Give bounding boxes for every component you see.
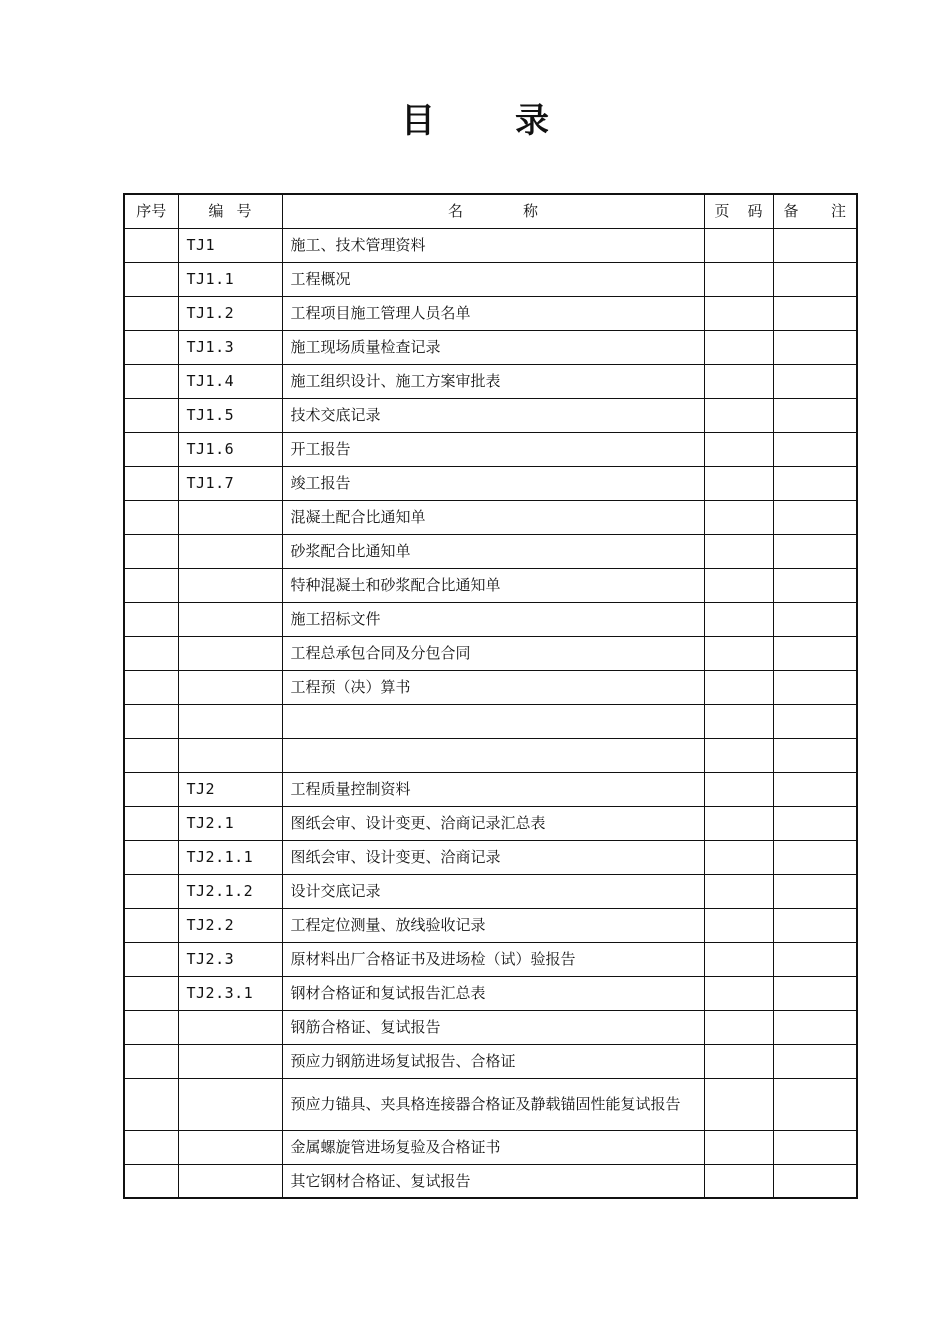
- cell-page: [704, 874, 773, 908]
- cell-seq: [124, 228, 178, 262]
- cell-page: [704, 330, 773, 364]
- cell-code: TJ1.1: [178, 262, 282, 296]
- cell-page: [704, 976, 773, 1010]
- cell-code: [178, 534, 282, 568]
- cell-remark: [773, 670, 857, 704]
- cell-name: 施工现场质量检查记录: [282, 330, 704, 364]
- cell-name: 工程总承包合同及分包合同: [282, 636, 704, 670]
- table-row: [124, 432, 857, 466]
- cell-code: TJ1.4: [178, 364, 282, 398]
- table-row: [124, 1164, 857, 1198]
- cell-remark: [773, 1044, 857, 1078]
- cell-code: TJ1.2: [178, 296, 282, 330]
- cell-name: 工程概况: [282, 262, 704, 296]
- cell-remark: [773, 262, 857, 296]
- cell-page: [704, 908, 773, 942]
- table-row: [124, 738, 857, 772]
- table-row: [124, 262, 857, 296]
- cell-remark: [773, 296, 857, 330]
- cell-page: [704, 568, 773, 602]
- cell-seq: [124, 772, 178, 806]
- cell-remark: [773, 976, 857, 1010]
- table-row: [124, 534, 857, 568]
- cell-page: [704, 704, 773, 738]
- table-row: [124, 1078, 857, 1130]
- cell-name: 预应力锚具、夹具格连接器合格证及静载锚固性能复试报告: [282, 1078, 704, 1130]
- cell-seq: [124, 500, 178, 534]
- header-page-char-2: 码: [747, 202, 763, 221]
- header-name-char-2: 称: [522, 202, 538, 221]
- table-row: [124, 670, 857, 704]
- cell-remark: [773, 1010, 857, 1044]
- cell-code: [178, 602, 282, 636]
- table-row: [124, 398, 857, 432]
- cell-page: [704, 738, 773, 772]
- cell-code: [178, 1164, 282, 1198]
- cell-name: 钢材合格证和复试报告汇总表: [282, 976, 704, 1010]
- cell-code: [178, 1078, 282, 1130]
- table-row: [124, 228, 857, 262]
- cell-seq: [124, 806, 178, 840]
- header-page: [704, 194, 773, 228]
- cell-code: TJ2.1.2: [178, 874, 282, 908]
- cell-name: 特种混凝土和砂浆配合比通知单: [282, 568, 704, 602]
- cell-page: [704, 772, 773, 806]
- table-row: [124, 976, 857, 1010]
- cell-seq: [124, 432, 178, 466]
- toc-table: [123, 193, 858, 1199]
- table-row: [124, 296, 857, 330]
- table-row: [124, 806, 857, 840]
- table-row: [124, 1010, 857, 1044]
- cell-name: 金属螺旋管进场复验及合格证书: [282, 1130, 704, 1164]
- cell-page: [704, 466, 773, 500]
- table-row: [124, 1044, 857, 1078]
- cell-seq: [124, 1044, 178, 1078]
- cell-page: [704, 670, 773, 704]
- cell-seq: [124, 330, 178, 364]
- cell-code: TJ1.7: [178, 466, 282, 500]
- cell-seq: [124, 364, 178, 398]
- cell-name: 开工报告: [282, 432, 704, 466]
- cell-seq: [124, 1164, 178, 1198]
- table-row: [124, 874, 857, 908]
- cell-code: TJ1.3: [178, 330, 282, 364]
- cell-seq: [124, 840, 178, 874]
- cell-remark: [773, 840, 857, 874]
- table-row: [124, 704, 857, 738]
- cell-remark: [773, 704, 857, 738]
- header-remark-char-1: 备: [783, 202, 799, 221]
- cell-code: [178, 738, 282, 772]
- table-row: [124, 942, 857, 976]
- cell-seq: [124, 1130, 178, 1164]
- cell-seq: [124, 636, 178, 670]
- cell-name: 工程质量控制资料: [282, 772, 704, 806]
- cell-seq: [124, 704, 178, 738]
- cell-page: [704, 840, 773, 874]
- cell-remark: [773, 330, 857, 364]
- header-code: [178, 194, 282, 228]
- table-row: [124, 466, 857, 500]
- cell-page: [704, 636, 773, 670]
- cell-name: 钢筋合格证、复试报告: [282, 1010, 704, 1044]
- cell-page: [704, 228, 773, 262]
- cell-seq: [124, 398, 178, 432]
- table-row: [124, 330, 857, 364]
- table-row: [124, 500, 857, 534]
- cell-remark: [773, 806, 857, 840]
- header-code-char-2: 号: [236, 202, 252, 221]
- table-row: [124, 568, 857, 602]
- cell-name: 图纸会审、设计变更、洽商记录汇总表: [282, 806, 704, 840]
- cell-seq: [124, 262, 178, 296]
- cell-code: TJ2.1: [178, 806, 282, 840]
- cell-code: TJ2.2: [178, 908, 282, 942]
- header-page-char-1: 页: [714, 202, 730, 221]
- cell-remark: [773, 1164, 857, 1198]
- cell-seq: [124, 1010, 178, 1044]
- cell-code: [178, 1130, 282, 1164]
- cell-seq: [124, 874, 178, 908]
- cell-page: [704, 1010, 773, 1044]
- cell-page: [704, 398, 773, 432]
- header-code-char-1: 编: [208, 202, 224, 221]
- cell-code: [178, 500, 282, 534]
- table-header-row: [124, 194, 857, 228]
- cell-remark: [773, 568, 857, 602]
- toc-body: [124, 228, 857, 1198]
- cell-remark: [773, 602, 857, 636]
- cell-code: [178, 704, 282, 738]
- cell-code: TJ2.3: [178, 942, 282, 976]
- cell-name: 预应力钢筋进场复试报告、合格证: [282, 1044, 704, 1078]
- cell-remark: [773, 942, 857, 976]
- cell-remark: [773, 908, 857, 942]
- table-row: [124, 602, 857, 636]
- cell-seq: [124, 942, 178, 976]
- cell-code: TJ2.3.1: [178, 976, 282, 1010]
- cell-name: 技术交底记录: [282, 398, 704, 432]
- cell-remark: [773, 1130, 857, 1164]
- cell-seq: [124, 534, 178, 568]
- cell-seq: [124, 466, 178, 500]
- cell-name: 工程预（决）算书: [282, 670, 704, 704]
- page-title: [0, 96, 950, 146]
- cell-code: [178, 1010, 282, 1044]
- cell-page: [704, 1044, 773, 1078]
- table-row: [124, 364, 857, 398]
- cell-page: [704, 1078, 773, 1130]
- cell-name: 工程项目施工管理人员名单: [282, 296, 704, 330]
- cell-name: [282, 738, 704, 772]
- cell-remark: [773, 466, 857, 500]
- cell-name: 砂浆配合比通知单: [282, 534, 704, 568]
- cell-name: 工程定位测量、放线验收记录: [282, 908, 704, 942]
- header-name-char-1: 名: [448, 202, 464, 221]
- cell-name: 其它钢材合格证、复试报告: [282, 1164, 704, 1198]
- cell-remark: [773, 738, 857, 772]
- table-row: [124, 636, 857, 670]
- cell-seq: [124, 738, 178, 772]
- cell-code: TJ1: [178, 228, 282, 262]
- cell-seq: [124, 602, 178, 636]
- cell-remark: [773, 874, 857, 908]
- cell-seq: [124, 568, 178, 602]
- cell-seq: [124, 908, 178, 942]
- cell-remark: [773, 364, 857, 398]
- table-row: [124, 1130, 857, 1164]
- cell-remark: [773, 398, 857, 432]
- cell-page: [704, 534, 773, 568]
- cell-name: [282, 704, 704, 738]
- cell-remark: [773, 432, 857, 466]
- cell-code: [178, 1044, 282, 1078]
- cell-name: 施工、技术管理资料: [282, 228, 704, 262]
- cell-name: 图纸会审、设计变更、洽商记录: [282, 840, 704, 874]
- cell-remark: [773, 228, 857, 262]
- table-row: [124, 840, 857, 874]
- title-char-2: 录: [515, 101, 549, 141]
- cell-remark: [773, 534, 857, 568]
- header-name: [282, 194, 704, 228]
- cell-remark: [773, 772, 857, 806]
- cell-page: [704, 942, 773, 976]
- cell-name: 施工招标文件: [282, 602, 704, 636]
- cell-code: [178, 568, 282, 602]
- cell-code: TJ1.6: [178, 432, 282, 466]
- cell-code: TJ2: [178, 772, 282, 806]
- cell-seq: [124, 296, 178, 330]
- cell-page: [704, 500, 773, 534]
- cell-remark: [773, 636, 857, 670]
- cell-name: 原材料出厂合格证书及进场检（试）验报告: [282, 942, 704, 976]
- cell-page: [704, 806, 773, 840]
- cell-name: 竣工报告: [282, 466, 704, 500]
- cell-name: 施工组织设计、施工方案审批表: [282, 364, 704, 398]
- cell-remark: [773, 500, 857, 534]
- header-remark-char-2: 注: [830, 202, 846, 221]
- header-seq: 序号: [124, 194, 178, 228]
- cell-code: TJ2.1.1: [178, 840, 282, 874]
- cell-page: [704, 1164, 773, 1198]
- cell-seq: [124, 670, 178, 704]
- header-remark: [773, 194, 857, 228]
- cell-code: TJ1.5: [178, 398, 282, 432]
- cell-code: [178, 670, 282, 704]
- cell-page: [704, 1130, 773, 1164]
- cell-code: [178, 636, 282, 670]
- cell-seq: [124, 976, 178, 1010]
- cell-remark: [773, 1078, 857, 1130]
- cell-page: [704, 602, 773, 636]
- cell-page: [704, 432, 773, 466]
- cell-page: [704, 364, 773, 398]
- table-row: [124, 772, 857, 806]
- cell-name: 设计交底记录: [282, 874, 704, 908]
- cell-name: 混凝土配合比通知单: [282, 500, 704, 534]
- table-row: [124, 908, 857, 942]
- cell-page: [704, 262, 773, 296]
- title-char-1: 目: [401, 101, 435, 141]
- cell-page: [704, 296, 773, 330]
- cell-seq: [124, 1078, 178, 1130]
